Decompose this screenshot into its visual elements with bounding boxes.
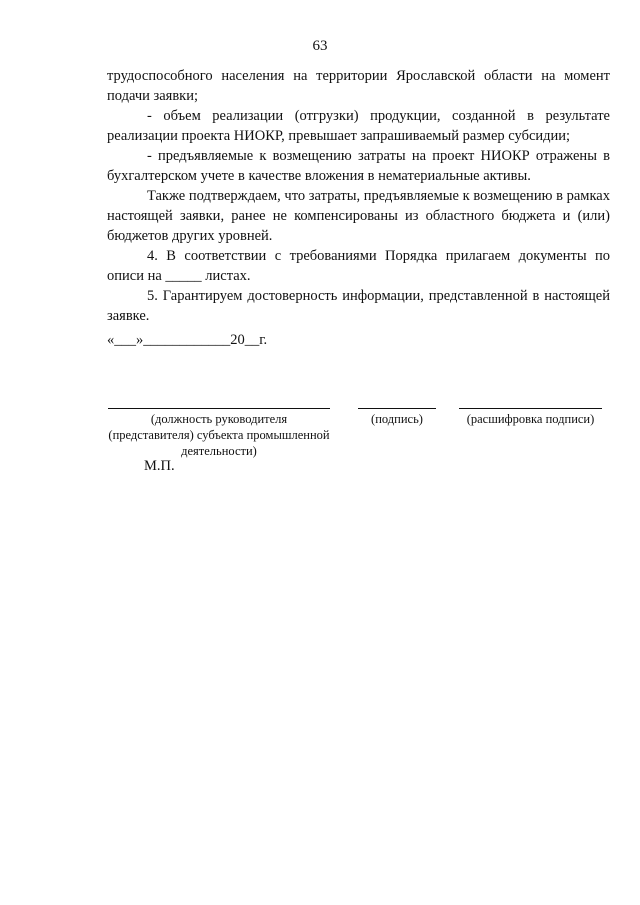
paragraph-sales-volume: - объем реализации (отгрузки) продукции, созданной в результате реализации проекта НИОКР, превышает запрашиваемый размер субсидии; <box>107 108 610 144</box>
paragraph-confirmation: Также подтверждаем, что затраты, предъявляемые к возмещению в рамках настоящей заявки, ранее не компенсированы из областного бюджета и (или) бюджетов других уровней. <box>107 188 610 244</box>
position-line <box>108 408 330 409</box>
paragraph-documents: 4. В соответствии с требованиями Порядка прилагаем документы по описи на _____ листах. <box>107 248 610 284</box>
signature-block-position <box>108 408 330 459</box>
signature-caption: (подпись) <box>371 412 423 426</box>
page-number: 63 <box>312 38 328 54</box>
paragraph-guarantee: 5. Гарантируем достоверность информации, представленной в настоящей заявке. <box>107 288 610 324</box>
decode-line <box>459 408 602 409</box>
signature-block-decode <box>459 408 602 427</box>
document-body <box>107 66 610 326</box>
paragraph-population: трудоспособного населения на территории Ярославской области на момент подачи заявки; <box>107 68 610 104</box>
paragraph-accounting: - предъявляемые к возмещению затраты на проект НИОКР отражены в бухгалтерском учете в качестве вложения в нематериальные активы. <box>107 148 610 184</box>
date-line: «___»____________20__г. <box>107 332 268 348</box>
stamp-mark: М.П. <box>144 458 175 474</box>
signature-block-signature <box>358 408 436 427</box>
decode-caption: (расшифровка подписи) <box>466 412 595 426</box>
signature-line <box>358 408 436 409</box>
position-caption: (должность руководителя (представителя) субъекта промышленной деятельности) <box>108 412 330 458</box>
